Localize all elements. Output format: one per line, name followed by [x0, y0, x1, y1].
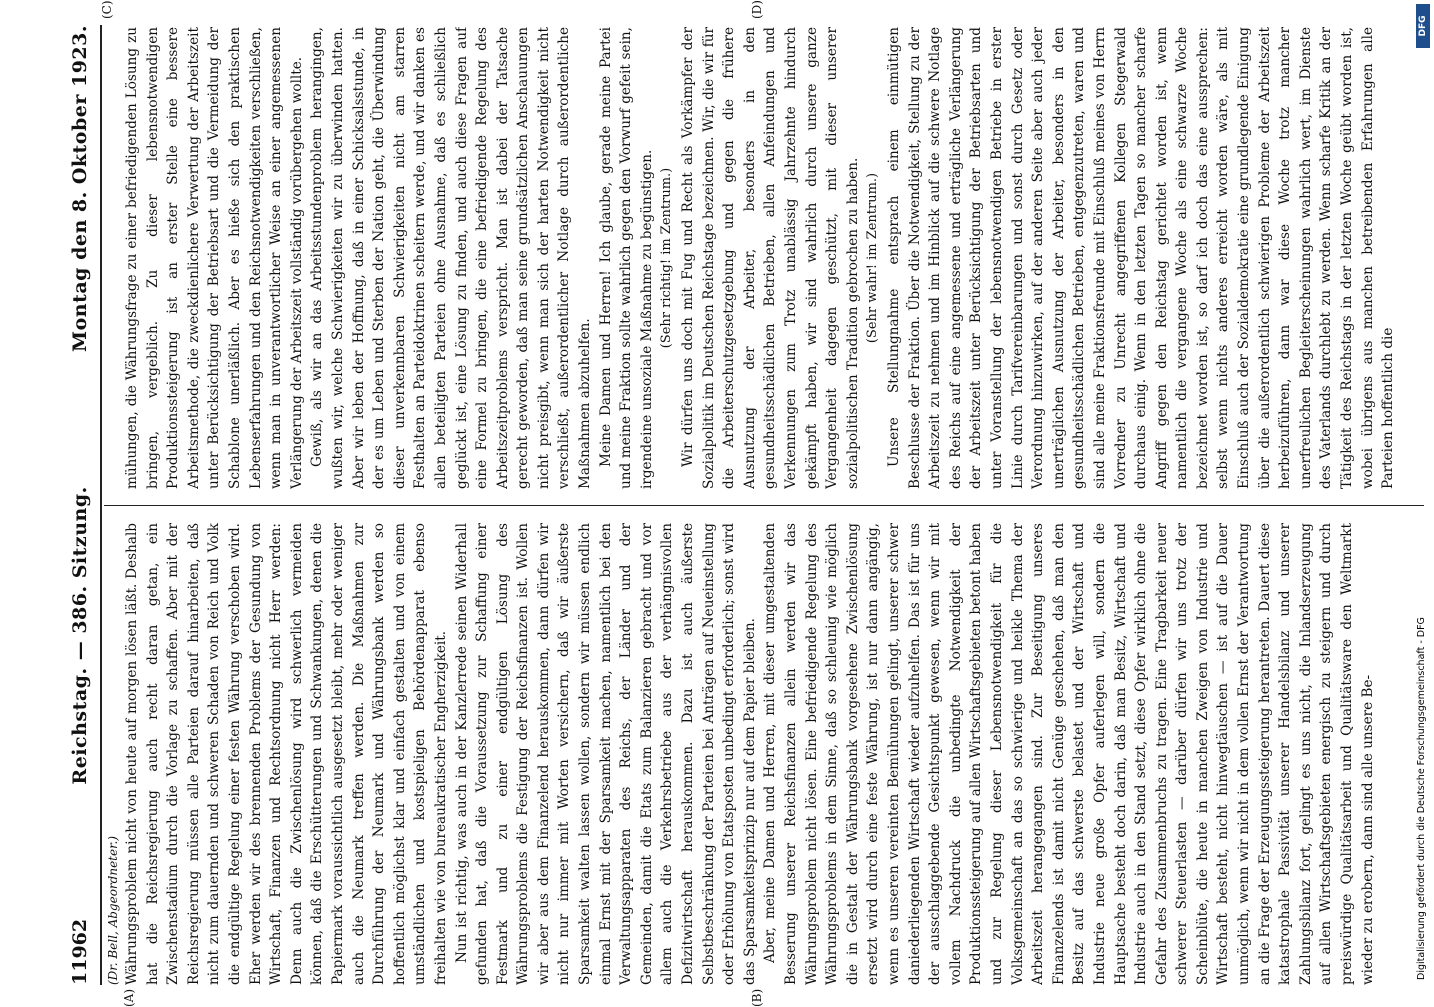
- speaker-note: (Dr. Bell, Abgeordneter.): [106, 835, 120, 985]
- interjection: (Sehr wahr! im Zentrum.): [865, 172, 881, 344]
- dfg-logo: [1416, 4, 1430, 48]
- margin-marker-c: (C): [100, 0, 114, 19]
- column-divider: [104, 505, 1424, 506]
- digitization-note-text: Digitalisierung gefördert durch die Deutsche Forschungsgemeinschaft - DFG: [1416, 617, 1427, 980]
- session-date: Montag den 8. Oktober 1923.: [69, 25, 91, 352]
- paragraph: Meine Damen und Herren! Ich glaube, gerade meine Partei und meine Fraktion sollte wahrlich gegen den Vorwurf gefeit sein, irgendeine unsoziale Maßnahme zu begünstigen.: [597, 27, 655, 489]
- paragraph: mühungen, die Währungsfrage zu einer befriedigenden Lösung zu bringen, vergeblich. Zu dieser lebensnotwendigen Produktionssteigerung ist an erster Stelle eine bessere Arbeitsmethode, die zweckdienlichere Verwertung der Arbeitszeit unter Berücksichtigung der Betriebsart und die Vermeidung der Schablone unerläßlich. Aber es hieße sich den praktischen Lebenserfahrungen und den Reichsnotwendigkeiten verschließen, wenn man in unverantwortlicher Weise an einer angemessenen Verlängerung der Arbeitszeit vollständig vorübergehen wollte.: [124, 27, 305, 489]
- paragraph: Unsere Stellungnahme entsprach einem einmütigen Beschlusse der Fraktion. Über die Notwendigkeit, Stellung zu der Arbeitszeit zu nehmen und im Hinblick auf die schwere Notlage des Reichs auf eine angemessene und erträgliche Verlängerung der Arbeitszeit unter Berücksichtigung der Betriebsarten und unter Voranstellung der lebensnotwendigen Betriebe in erster Linie durch Tarifvereinbarungen und sonst durch Gesetz oder Verordnung hinzuwirken, auf der anderen Seite aber auch jeder unerträglichen Ausnutzung der Arbeiter, besonders in den gesundheitsschädlichen Betrieben, entgegenzutreten, waren und sind alle meine Fraktionsfreunde mit Einschluß meines von Herrn Vorredner zu Unrecht angegriffenen Kollegen Stegerwald durchaus einig. Wenn in den letzten Tagen so mancher scharfe Angriff gegen den Reichstag gerichtet worden ist, wenn namentlich die vergangene Woche als eine schwarze Woche bezeichnet worden ist, so darf ich doch das eine aussprechen: selbst wenn nichts anderes erreicht worden wäre, als mit Einschluß auch der Sozialdemokratie eine grundlegende Einigung über die außerordentlich schwierigen Probleme der Arbeitszeit herbeizuführen, dann war diese Woche trotz mancher unerfreulichen Begleiterscheinungen wahrlich wert, im Dienste des Vaterlands durchlebt zu werden. Wenn scharfe Kritik an der Tätigkeit des Reichstags in der letzten Woche geübt worden ist, wobei übrigens aus manchen betreibenden Erfahrungen alle Parteien hoffentlich die: [885, 27, 1397, 489]
- paragraph: Währungsproblem nicht von heute auf morgen lösen läßt. Deshalb hat die Reichsregierung auch recht daran getan, ein Zwischenstadium durch die Vorlage zu schaffen. Aber mit der Reichsregierung müssen alle Parteien darauf hinarbeiten, daß nicht zum dauernden und schweren Schaden von Reich und Volk die endgültige Regelung einer festen Währung verschoben wird. Eher werden wir des brennenden Problems der Gesundung von Wirtschaft, Finanzen und Rechtsordnung nicht Herr werden: Denn auch die Zwischenlösung wird schwerlich vermeiden können, daß die Erschütterungen und Schwankungen, denen die Papiermark voraussichtlich ausgesetzt bleibt, mehr oder weniger auch die Neumark treffen werden. Die Maßnahmen zur Durchführung der Neumark und Währungsbank werden so hoffentlich möglichst klar und einfach gestalten und von einem umständlichen und kostspieligen Behördenapparat ebenso freihalten wie von bureaukratischer Engherzigkeit.: [124, 523, 449, 985]
- page-number: 11962: [69, 918, 91, 985]
- paragraph: Aber, meine Damen und Herren, mit dieser umgestaltenden Besserung unserer Reichsfinanzen allein werden wir das Währungsproblem nicht lösen. Eine befriedigende Regelung des Währungsproblems in dem Sinne, daß so schleunig wie möglich die in Gestalt der Währungsbank vorgesehene Zwischenlösung ersetzt wird durch eine feste Währung, ist nur dann angängig, wenn es unseren vereinten Bemühungen gelingt, unserer schwer daniederliegenden Wirtschaft wieder aufzuhelfen. Das ist für uns der ausschlaggebende Gesichtspunkt gewesen, wenn wir mit vollem Nachdruck die unbedingte Notwendigkeit der Produktionssteigerung auf allen Wirtschaftsgebieten betont haben und zur Regelung dieser Lebensnotwendigkeit für die Volksgemeinschaft an das so schwierige und heikle Thema der Arbeitszeit herangegangen sind. Zur Beseitigung unseres Finanzelends ist damit nicht Genüge geschehen, daß man den Besitz auf das schwerste belastet und der Wirtschaft und Industrie neue große Opfer auferlegen will, sondern die Hauptsache besteht doch darin, daß man Besitz, Wirtschaft und Industrie auch in den Stand setzt, diese Opfer wirklich ohne die Gefahr des Zusammenbruchs zu tragen. Eine Tragbarkeit neuer schwerer Steuerlasten — darüber dürfen wir uns trotz der Scheinblüte, die heute in manchen Zweigen von Industrie und Wirtschaft besteht, nicht hinwegtäuschen — ist auf die Dauer unmöglich, wenn wir nicht in dem vollen Ernst der Verantwortung an die Frage der Erzeugungssteigerung herantreten. Dauert diese katastrophale Passivität unserer Handelsbilanz und unserer Zahlungsbilanz fort, gelingt es uns nicht, die Inlandserzeugung auf allen Wirtschaftsgebieten energisch zu steigern und durch preiswürdige Qualitätsarbeit und Qualitätsware den Weltmarkt wieder zu erobern, dann sind alle unsere Be-: [762, 523, 1376, 985]
- right-column: [122, 27, 1422, 489]
- margin-marker-d: (D): [750, 0, 764, 19]
- dfg-logo-text: DFG: [1418, 15, 1428, 37]
- digitization-note: [1416, 100, 1428, 980]
- session-title: Reichstag. — 386. Sitzung.: [69, 486, 91, 785]
- rotated-document-page: [60, 0, 1430, 1007]
- margin-marker-b: (B): [750, 988, 764, 1007]
- left-column: [122, 523, 1422, 985]
- paragraph: Nun ist richtig, was auch in der Kanzlerrede seinen Widerhall gefunden hat, daß die Voraussetzung zur Schaffung einer Festmark und zu einer endgültigen Lösung des Währungsproblems die Festigung der Reichsfinanzen ist. Wollen wir aber aus dem Finanzelend herauskommen, dann dürfen wir nicht nur immer mit Worten versichern, daß wir äußerste Sparsamkeit walten lassen wollen, sondern wir müssen endlich einmal Ernst mit der Sparsamkeit machen, namentlich bei den Verwaltungsapparaten des Reichs, der Länder und der Gemeinden, damit die Etats zum Balanzieren gebracht und vor allem auch die Verkehrsbetriebe aus der verhängnisvollen Defizitwirtschaft herauskommen. Dazu ist auch äußerste Selbstbeschränkung der Parteien bei Anträgen auf Neueinstellung oder Erhöhung von Etatsposten unbedingt erforderlich; sonst wird das Sparsamkeitsprinzip nur auf dem Papier bleiben.: [453, 523, 758, 985]
- page-header: [60, 25, 102, 985]
- paragraph: Gewiß, als wir an das Arbeitsstundenproblem herangingen, wußten wir, welche Schwierigkeiten wir zu überwinden hatten. Aber wir leben der Hoffnung, daß in einer Schicksalsstunde, in der es um Leben und Sterben der Nation geht, die Überwindung dieser unverkennbaren Schwierigkeiten nicht am starren Festhalten an Parteidoktrinen scheitern werde, und wir danken es allen beteiligten Parteien ohne Ausnahme, daß es schließlich geglückt ist, eine Lösung zu finden, und auch diese Fragen auf eine Formel zu bringen, die eine befriedigende Regelung des Arbeitszeitproblems verspricht. Man ist dabei der Tatsache gerecht geworden, daß man seine grundsätzlichen Anschauungen nicht preisgibt, wenn man sich der harten Notwendigkeit nicht verschließt, außerordentlicher Notlage durch außerordentliche Maßnahmen abzuhelfen.: [309, 27, 594, 489]
- margin-marker-a: (A): [122, 988, 136, 1007]
- paragraph: Wir dürfen uns doch mit Fug und Recht als Vorkämpfer der Sozialpolitik im Deutschen Reichstage bezeichnen. Wir, die wir für die Arbeiterschutzgesetzgebung und gegen die frühere Ausnutzung der Arbeiter, besonders in den gesundheitsschädlichen Betrieben, allen Anfeindungen und Verkennungen zum Trotz unablässig Jahrzehnte hindurch gekämpft haben, wir sind wahrlich durch unsere ganze Vergangenheit dagegen geschützt, mit dieser unserer sozialpolitischen Tradition gebrochen zu haben.: [680, 27, 861, 489]
- interjection: (Sehr richtig! im Zentrum.): [659, 167, 675, 349]
